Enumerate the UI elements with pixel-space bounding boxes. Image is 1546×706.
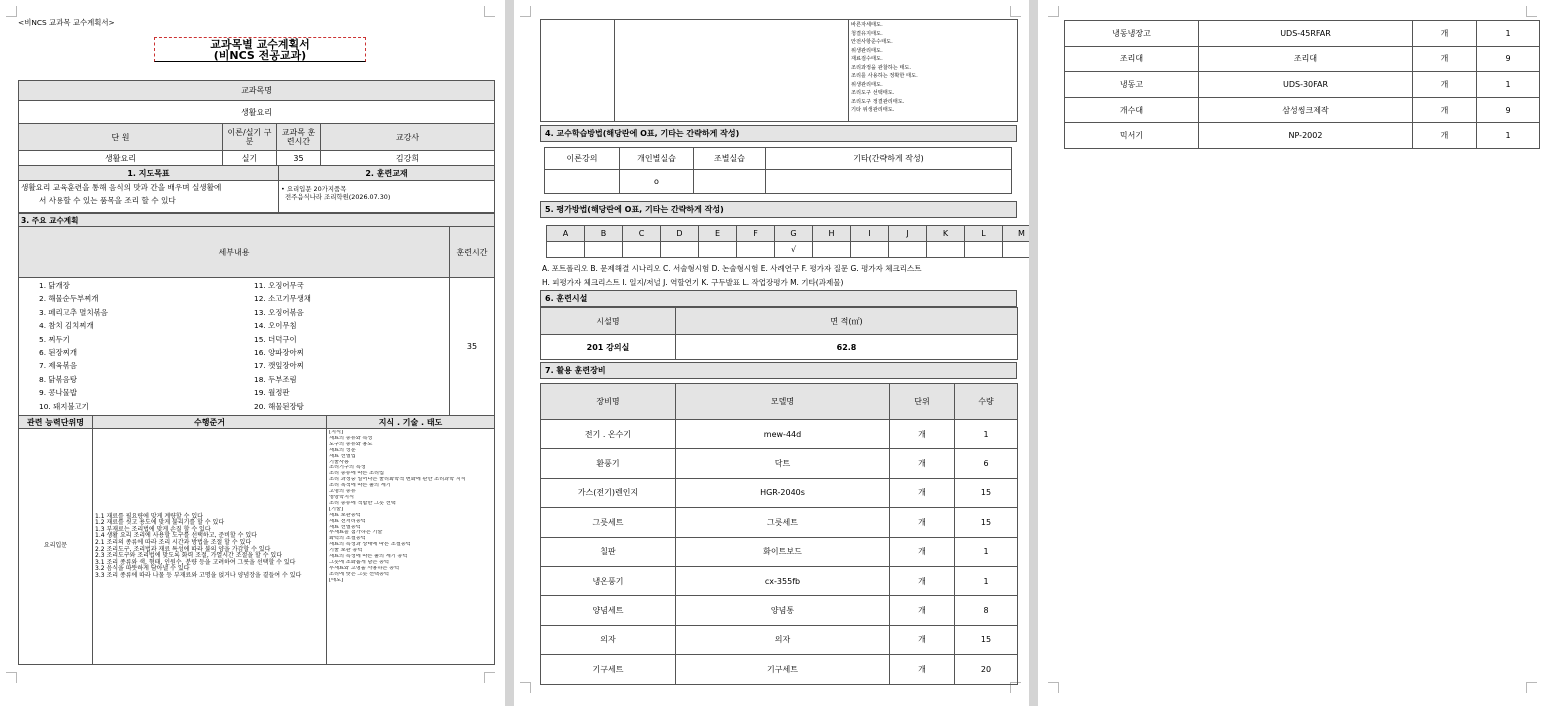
equipment-qty: 15 <box>955 625 1018 654</box>
equipment-unit: 개 <box>890 625 955 654</box>
equipment-qty: 1 <box>1477 123 1540 149</box>
page-gap <box>505 0 514 706</box>
equipment-row <box>1065 97 1540 123</box>
equipment-name: 전기 . 온수기 <box>541 420 676 449</box>
eval-col-label: G <box>775 226 813 242</box>
method-mark: o <box>620 170 694 194</box>
title-line1: 교과목별 교수계획서 <box>210 38 310 51</box>
plan-item: 17. 깻잎장아찌 <box>254 361 304 371</box>
equipment-qty: 8 <box>955 596 1018 625</box>
subject-table <box>18 80 495 166</box>
eval-col-label: B <box>585 226 623 242</box>
criteria-line: 3.2 음식을 따뜻하게 담아낼 수 있다 <box>95 565 190 573</box>
train-hours-value: 35 <box>450 278 495 416</box>
criteria-line: 3.3 조리 종류에 따라 나물 등 부재료와 고명을 얹거나 양념장을 곁들여 수 있다 <box>95 571 302 579</box>
plan-item: 16. 양파장아찌 <box>254 347 304 357</box>
criteria-line: 3.1 조리 종류와 색, 형태, 인원수, 분량 등을 고려하여 그릇을 선택할 수 있다 <box>95 558 296 566</box>
equipment-model: 기구세트 <box>676 655 890 684</box>
attitude-list <box>851 21 1015 115</box>
equipment-col-label: 모델명 <box>676 384 890 420</box>
equipment-row <box>541 625 1018 654</box>
subject-label: 교과목명 <box>19 81 495 101</box>
document-title <box>154 37 366 62</box>
corner-mark <box>1526 682 1537 693</box>
equipment-header: 7. 활용 훈련장비 <box>540 362 1017 379</box>
plan-item: 9. 콩나물밥 <box>39 388 77 398</box>
eval-mark: √ <box>775 242 813 258</box>
equipment-name: 기구세트 <box>541 655 676 684</box>
equipment-name: 양념세트 <box>541 596 676 625</box>
unit-label: 단 원 <box>19 124 223 151</box>
equipment-qty: 15 <box>955 478 1018 507</box>
page-1 <box>0 0 505 706</box>
plan-item: 13. 오징어볶음 <box>254 307 304 317</box>
eval-col-label: H <box>813 226 851 242</box>
type-value: 실기 <box>223 151 277 166</box>
eval-col-label: L <box>965 226 1003 242</box>
method-col-label: 개인별실습 <box>620 148 694 170</box>
eval-col-label: J <box>889 226 927 242</box>
plan-item: 12. 소고기무생채 <box>254 294 311 304</box>
knowledge-line: 조리 종류에 적합한 그릇 선택 <box>329 500 396 506</box>
eval-col-label: A <box>547 226 585 242</box>
knowledge-line: 재료 전처리능력 <box>329 518 366 524</box>
plan-item: 6. 된장찌개 <box>39 347 77 357</box>
title-line2: (비NCS 전공교과) <box>213 49 307 62</box>
equipment-name: 칠판 <box>541 537 676 566</box>
equipment-row <box>541 655 1018 684</box>
criteria-line: 2.1 조리의 종류에 따라 조리 시간과 방법을 조절 할 수 있다 <box>95 538 252 546</box>
equipment-row <box>541 420 1018 449</box>
eval-mark <box>965 242 1003 258</box>
equipment-qty: 20 <box>955 655 1018 684</box>
knowledge-header: 지식 . 기술 . 태도 <box>327 416 495 429</box>
equipment-model: cx-355fb <box>676 566 890 595</box>
facility-table <box>540 307 1018 360</box>
criteria-list <box>95 514 324 580</box>
equipment-row <box>1065 72 1540 98</box>
equipment-unit: 개 <box>890 655 955 684</box>
method-col-label: 조별실습 <box>694 148 766 170</box>
knowledge-line: 조리 목적에 따른 불의 세기 <box>329 483 391 489</box>
train-hours-header: 훈련시간 <box>450 227 495 278</box>
page-3 <box>1038 0 1546 706</box>
attitude-continuation <box>540 19 1018 122</box>
knowledge-line: 조리 과정중 일어나는 물리화학적 변화에 관한 조리과학 지식 <box>329 477 466 483</box>
equipment-unit: 개 <box>1413 72 1477 98</box>
eval-mark <box>889 242 927 258</box>
knowledge-line: 재료의 성분 <box>329 447 356 453</box>
equipment-unit: 개 <box>1413 97 1477 123</box>
facility-header: 6. 훈련시설 <box>540 290 1017 307</box>
method-mark <box>545 170 620 194</box>
knowledge-line: 기물사용 <box>329 459 350 465</box>
eval-col-label: F <box>737 226 775 242</box>
textbook-line2: 전주음식나라 조리학원(2026.07.30) <box>285 193 391 201</box>
knowledge-line: [기술] <box>329 506 344 512</box>
equipment-row <box>1065 21 1540 47</box>
criteria-line: 1.3 부재료는 조리법에 맞게 손질 할 수 있다 <box>95 525 211 533</box>
facility-area-label: 면 적(㎡) <box>676 308 1018 335</box>
knowledge-line: 조리에 맞는 그릇 선택능력 <box>329 571 390 577</box>
eval-header: 5. 평가방법(해당란에 O표, 기타는 간략하게 작성) <box>540 201 1017 218</box>
equipment-unit: 개 <box>890 596 955 625</box>
equipment-model: 화이트보드 <box>676 537 890 566</box>
eval-mark <box>699 242 737 258</box>
knowledge-line: 재료 보관능력 <box>329 512 361 518</box>
detail-header: 세부내용 <box>19 227 450 278</box>
goal-text-line2: 서 사용할 수 있는 품목을 조리 할 수 있다 <box>39 196 176 205</box>
corner-mark <box>484 672 495 683</box>
plan-table <box>18 213 495 416</box>
equipment-qty: 1 <box>1477 21 1540 47</box>
equipment-name: 그릇세트 <box>541 508 676 537</box>
facility-area: 62.8 <box>676 335 1018 360</box>
plan-items-right <box>254 279 444 413</box>
plan-item: 14. 오이무침 <box>254 321 297 331</box>
equipment-row <box>541 508 1018 537</box>
criteria-line: 2.3 조리도구와 조리법에 맞도록 화력 조절, 가열시간 조절을 할 수 있다 <box>95 552 283 560</box>
attitude-line: 위생관리태도. <box>851 81 883 88</box>
equipment-model: UDS-45RFAR <box>1199 21 1413 47</box>
criteria-line: 1.1 재료를 필요량에 맞게 계량할 수 있다 <box>95 512 203 520</box>
knowledge-line: 부재료를 첨가하는 기술 <box>329 530 383 536</box>
eval-mark <box>1003 242 1030 258</box>
plan-item: 8. 닭볶음탕 <box>39 374 77 384</box>
attitude-line: 조리도구 선택태도. <box>851 90 895 96</box>
textbook-header: 2. 훈련교재 <box>279 166 495 181</box>
eval-col-label: C <box>623 226 661 242</box>
plan-item: 4. 참치 김치찌개 <box>39 321 94 331</box>
equipment-name: 냉동냉장고 <box>1065 21 1199 47</box>
plan-item: 5. 찌두기 <box>39 334 70 344</box>
attitude-line: 조리도구 정결관리태도. <box>851 98 905 105</box>
knowledge-line: 기물 보관 능력 <box>329 548 363 554</box>
eval-col-label: D <box>661 226 699 242</box>
eval-mark <box>547 242 585 258</box>
corner-mark <box>1010 6 1021 17</box>
knowledge-line: [지식] <box>329 430 344 435</box>
type-label: 이론/실기 구분 <box>223 124 277 151</box>
equipment-row <box>541 566 1018 595</box>
knowledge-line: 재료 선별법 <box>329 453 356 459</box>
equipment-model: 삼성씽크제작 <box>1199 97 1413 123</box>
competency-table <box>18 415 495 665</box>
equipment-model: mew-44d <box>676 420 890 449</box>
eval-col-label: E <box>699 226 737 242</box>
knowledge-line: 고명의 종류 <box>329 489 356 495</box>
plan-item: 20. 해물된장탕 <box>254 401 304 411</box>
attitude-line: 바른자세태도. <box>851 22 883 28</box>
equipment-row <box>1065 46 1540 72</box>
plan-items-left <box>21 279 254 413</box>
criteria-line: 2.2 조리도구, 조리법과 재료 특성에 따라 불의 양을 가감할 수 있다 <box>95 545 271 553</box>
eval-mark <box>737 242 775 258</box>
equipment-row <box>1065 123 1540 149</box>
facility-name: 201 강의실 <box>541 335 676 360</box>
attitude-line: 청결유지태도. <box>851 30 883 37</box>
eval-mark <box>661 242 699 258</box>
equipment-col-label: 단위 <box>890 384 955 420</box>
equipment-qty: 1 <box>955 537 1018 566</box>
equipment-col-label: 장비명 <box>541 384 676 420</box>
equipment-table-continued <box>1064 20 1540 149</box>
equipment-name: 믹서기 <box>1065 123 1199 149</box>
equipment-model: 그릇세트 <box>676 508 890 537</box>
equipment-unit: 개 <box>1413 123 1477 149</box>
plan-item: 1. 닭개장 <box>39 281 70 290</box>
equipment-qty: 1 <box>955 420 1018 449</box>
equipment-name: 냉동고 <box>1065 72 1199 98</box>
method-mark <box>694 170 766 194</box>
equipment-name: 환풍기 <box>541 449 676 478</box>
corner-mark <box>520 6 531 17</box>
competency-value: 요리입문 <box>19 429 93 665</box>
equipment-qty: 9 <box>1477 46 1540 72</box>
eval-col-label: K <box>927 226 965 242</box>
attitude-line: 기타 위생관리태도. <box>851 107 895 113</box>
method-mark <box>766 170 1012 194</box>
knowledge-line: 재료의 특성과 상태에 따른 조절능력 <box>329 542 411 548</box>
corner-mark <box>1048 6 1059 17</box>
attitude-line: 조리과정을 관찰하는 태도. <box>851 64 912 71</box>
equipment-unit: 개 <box>890 537 955 566</box>
instructor-label: 교강사 <box>321 124 495 151</box>
plan-item: 10. 돼지불고기 <box>39 401 89 411</box>
equipment-name: 개수대 <box>1065 97 1199 123</box>
knowledge-list <box>329 430 492 584</box>
equipment-unit: 개 <box>890 508 955 537</box>
criteria-line: 1.4 생활 요리 조리에 사용할 도구를 선택하고, 준비할 수 있다 <box>95 532 257 540</box>
page-2 <box>514 0 1029 706</box>
equipment-model: 조리대 <box>1199 46 1413 72</box>
eval-mark <box>851 242 889 258</box>
knowledge-line: 재료의 특성에 따른 불의 세기 능력 <box>329 554 408 560</box>
plan-header: 3. 주요 교수계획 <box>19 214 495 227</box>
hours-label: 교과목 훈련시간 <box>277 124 321 151</box>
corner-mark <box>484 6 495 17</box>
goal-table: 1. 지도목표 2. 훈련교재 생활요리 교육훈련을 통해 음식의 맛과 간을 배우며 실생활에 서 사용할 수 있는 품목을 조리 할 수 있다 • 요리입문 20가지품목 전주음식나라 조리학원(2026.07.30) <box>18 165 495 213</box>
equipment-qty: 9 <box>1477 97 1540 123</box>
equipment-qty: 1 <box>955 566 1018 595</box>
knowledge-line: 조리기구의 특성 <box>329 465 366 471</box>
eval-col-label: I <box>851 226 889 242</box>
plan-item: 11. 오징어무국 <box>254 281 304 290</box>
equipment-unit: 개 <box>890 420 955 449</box>
goal-header: 1. 지도목표 <box>19 166 279 181</box>
equipment-table <box>540 383 1018 685</box>
equipment-model: HGR-2040s <box>676 478 890 507</box>
equipment-row <box>541 537 1018 566</box>
equipment-row <box>541 449 1018 478</box>
plan-item: 18. 두부조림 <box>254 374 297 384</box>
criteria-line: 1.2 재료를 씻고 용도에 맞게 불리기를 할 수 있다 <box>95 519 225 527</box>
eval-col-label: M <box>1003 226 1030 242</box>
equipment-unit: 개 <box>1413 46 1477 72</box>
corner-mark <box>6 6 17 17</box>
competency-header: 관련 능력단위명 <box>19 416 93 429</box>
method-col-label: 이론강의 <box>545 148 620 170</box>
attitude-line: 조리를 사용하는 정확한 태도. <box>851 73 918 79</box>
equipment-qty: 15 <box>955 508 1018 537</box>
eval-legend1: A. 포트폴리오 B. 문제해결 시나리오 C. 서술형시험 D. 논술형시험 E. 사례연구 F. 평가자 질문 G. 평가자 체크리스트 <box>542 264 922 273</box>
method-table <box>544 147 1012 194</box>
plan-item: 3. 페리고추 멸치볶음 <box>39 307 108 317</box>
equipment-model: UDS-30FAR <box>1199 72 1413 98</box>
attitude-line: 재료검수태도. <box>851 56 883 62</box>
plan-item: 2. 해물순두부찌개 <box>39 294 99 304</box>
equipment-name: 가스(전기)렌인지 <box>541 478 676 507</box>
equipment-name: 조리대 <box>1065 46 1199 72</box>
attitude-line: 안전사항준수태도. <box>851 39 893 45</box>
eval-legend2: H. 피평가자 체크리스트 I. 일지/저널 J. 역할연기 K. 구두발표 L. 작업장평가 M. 기타(과제물) <box>542 278 844 287</box>
eval-mark <box>927 242 965 258</box>
equipment-name: 의자 <box>541 625 676 654</box>
page-gap <box>1029 0 1038 706</box>
eval-table <box>546 225 1029 258</box>
equipment-model: 의자 <box>676 625 890 654</box>
subject-value: 생활요리 <box>19 101 495 124</box>
corner-mark <box>1526 6 1537 17</box>
corner-mark <box>1048 682 1059 693</box>
header-label: <비NCS 교과목 교수계획서> <box>18 18 115 27</box>
plan-item: 15. 더덕구이 <box>254 334 297 344</box>
knowledge-line: 부재료와 고명을 사용하는 능력 <box>329 565 400 571</box>
equipment-unit: 개 <box>1413 21 1477 47</box>
method-header: 4. 교수학습방법(해당란에 O표, 기타는 간략하게 작성) <box>540 125 1017 142</box>
goal-text-line1: 생활요리 교육훈련을 통해 음식의 맛과 간을 배우며 실생활에 <box>21 183 222 192</box>
hours-value: 35 <box>277 151 321 166</box>
equipment-name: 냉온풍기 <box>541 566 676 595</box>
equipment-model: NP-2002 <box>1199 123 1413 149</box>
facility-name-label: 시설명 <box>541 308 676 335</box>
knowledge-line: 조리 종류에 따른 조리법 <box>329 471 385 477</box>
instructor-value: 김강희 <box>321 151 495 166</box>
knowledge-line: 도구의 종류와 용도 <box>329 441 373 447</box>
knowledge-line: [태도] <box>329 577 344 583</box>
textbook-line1: 요리입문 20가지품목 <box>286 185 347 193</box>
method-col-label: 기타(간략하게 작성) <box>766 148 1012 170</box>
equipment-model: 양념통 <box>676 596 890 625</box>
plan-item: 19. 월정판 <box>254 388 290 398</box>
knowledge-line: 화력의 조절능력 <box>329 536 366 542</box>
equipment-col-label: 수량 <box>955 384 1018 420</box>
equipment-qty: 6 <box>955 449 1018 478</box>
equipment-unit: 개 <box>890 566 955 595</box>
equipment-unit: 개 <box>890 449 955 478</box>
criteria-header: 수행준거 <box>93 416 327 429</box>
knowledge-line: 재료 선별능력 <box>329 524 361 530</box>
knowledge-line: 그릇에 조화롭게 담는 능력 <box>329 559 390 565</box>
plan-item: 7. 제육볶음 <box>39 361 77 371</box>
equipment-row <box>541 478 1018 507</box>
eval-mark <box>585 242 623 258</box>
corner-mark <box>6 672 17 683</box>
corner-mark <box>520 682 531 693</box>
equipment-row <box>541 596 1018 625</box>
eval-mark <box>813 242 851 258</box>
equipment-model: 닥트 <box>676 449 890 478</box>
knowledge-line: 영양학지식 <box>329 494 355 500</box>
unit-value: 생활요리 <box>19 151 223 166</box>
attitude-line: 위생관리태도. <box>851 47 883 54</box>
eval-mark <box>623 242 661 258</box>
equipment-qty: 1 <box>1477 72 1540 98</box>
equipment-unit: 개 <box>890 478 955 507</box>
knowledge-line: 재료의 종류와 특성 <box>329 435 373 441</box>
